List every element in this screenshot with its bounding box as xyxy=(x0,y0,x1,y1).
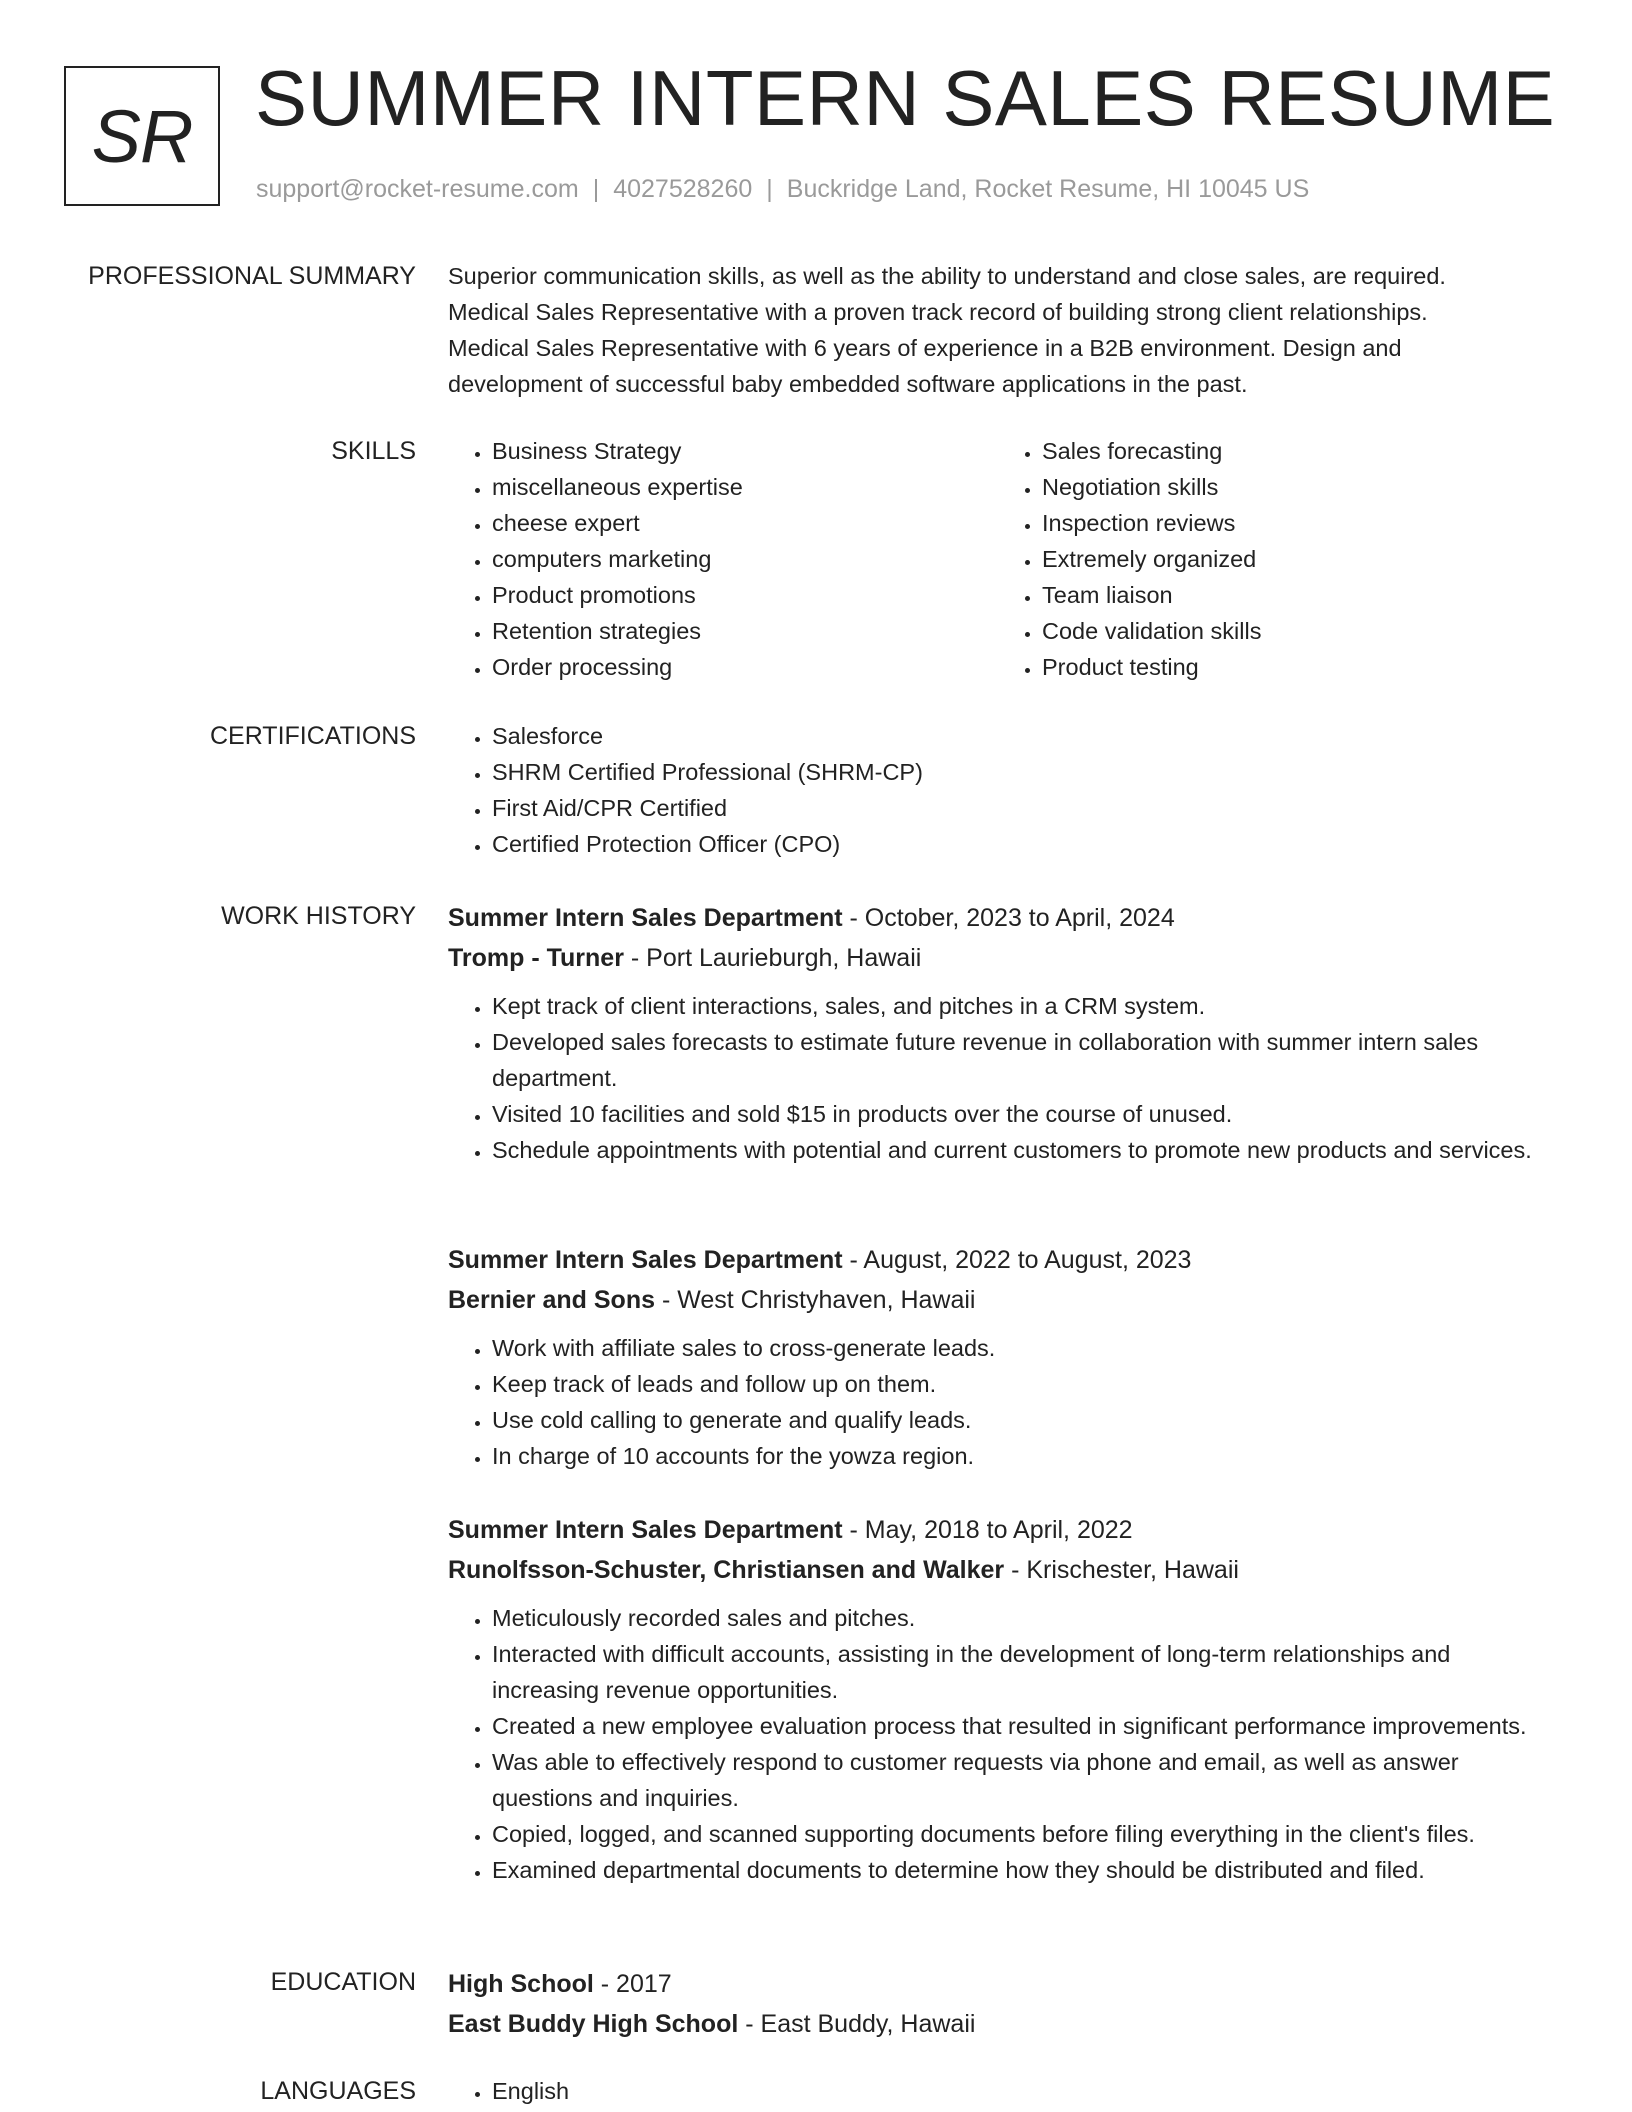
skill-item: • Negotiation skills xyxy=(1042,469,1548,505)
job-company-line xyxy=(448,1280,1548,1320)
monogram-logo: SR xyxy=(64,66,220,206)
skill-item: • Business Strategy xyxy=(492,433,998,469)
job-bullet: • Work with affiliate sales to cross-generate leads. xyxy=(492,1330,1548,1366)
job-dates: - October, 2023 to April, 2024 xyxy=(849,904,1175,932)
skill-item: • Code validation skills xyxy=(1042,613,1548,649)
job-company-line xyxy=(448,1550,1548,1590)
certifications-body xyxy=(448,718,1548,862)
job-location: - Port Laurieburgh, Hawaii xyxy=(630,944,922,972)
education-degree: High School xyxy=(448,1970,594,1998)
language-item: • English xyxy=(492,2073,1548,2109)
contact-address: Buckridge Land, Rocket Resume, HI 10045 US xyxy=(786,175,1310,203)
skills-list-right xyxy=(998,433,1548,685)
education-year: - 2017 xyxy=(600,1970,672,1998)
job-role-line xyxy=(448,1240,1548,1280)
job-role: Summer Intern Sales Department xyxy=(448,904,843,932)
certification-item: • Salesforce xyxy=(492,718,1548,754)
resume-title: SUMMER INTERN SALES RESUME xyxy=(255,54,1556,142)
job-bullet: • Examined departmental documents to determine how they should be distributed and filed. xyxy=(492,1852,1548,1888)
skill-item: • Sales forecasting xyxy=(1042,433,1548,469)
job-bullet: • Created a new employee evaluation process that resulted in significant performance improvements. xyxy=(492,1708,1548,1744)
skill-item: • Team liaison xyxy=(1042,577,1548,613)
summary-text xyxy=(448,258,1548,402)
job-role-line xyxy=(448,898,1548,938)
certifications-heading: CERTIFICATIONS xyxy=(209,722,416,750)
summary-line: Medical Sales Representative with a proven track record of building strong client relationships. xyxy=(448,299,1428,325)
skills-grid xyxy=(448,433,1548,685)
certifications-list xyxy=(448,718,1548,862)
job-bullets xyxy=(448,988,1548,1168)
contact-separator: | xyxy=(592,175,600,203)
work-history-heading: WORK HISTORY xyxy=(221,902,416,930)
job-bullet: • Interacted with difficult accounts, assisting in the development of long-term relationships and increasing revenue opportunities. xyxy=(492,1636,1548,1708)
skill-item: • Product promotions xyxy=(492,577,998,613)
job-role: Summer Intern Sales Department xyxy=(448,1246,843,1274)
job-bullet: • Schedule appointments with potential and current customers to promote new products and services. xyxy=(492,1132,1548,1168)
job-bullet: • Was able to effectively respond to customer requests via phone and email, as well as answer questions and inquiries. xyxy=(492,1744,1548,1816)
job-bullet: • Use cold calling to generate and qualify leads. xyxy=(492,1402,1548,1438)
job-entry xyxy=(448,898,1548,1168)
job-bullets xyxy=(448,1600,1548,1888)
education-location: - East Buddy, Hawaii xyxy=(745,2010,976,2038)
contact-line xyxy=(256,175,1309,204)
job-bullet: • Developed sales forecasts to estimate future revenue in collaboration with summer intern sales department. xyxy=(492,1024,1548,1096)
job-location: - Krischester, Hawaii xyxy=(1011,1556,1239,1584)
certification-item: • Certified Protection Officer (CPO) xyxy=(492,826,1548,862)
job-dates: - August, 2022 to August, 2023 xyxy=(849,1246,1192,1274)
skills-list-left xyxy=(448,433,998,685)
skill-item: • miscellaneous expertise xyxy=(492,469,998,505)
job-bullet: • Visited 10 facilities and sold $15 in products over the course of unused. xyxy=(492,1096,1548,1132)
education-school: East Buddy High School xyxy=(448,2010,739,2038)
skill-item: • Extremely organized xyxy=(1042,541,1548,577)
contact-separator: | xyxy=(766,175,773,203)
job-company: Bernier and Sons xyxy=(448,1286,655,1314)
education-school-line xyxy=(448,2004,1548,2044)
skill-item: • Retention strategies xyxy=(492,613,998,649)
languages-heading: LANGUAGES xyxy=(260,2077,416,2105)
skills-heading: SKILLS xyxy=(331,437,416,465)
job-role-line xyxy=(448,1510,1548,1550)
work-history-body xyxy=(448,898,1548,1883)
certification-item: • First Aid/CPR Certified xyxy=(492,790,1548,826)
contact-email[interactable]: support@rocket-resume.com xyxy=(256,175,579,203)
languages-body xyxy=(448,2073,1548,2109)
summary-line: Medical Sales Representative with 6 years of experience in a B2B environment. Design and xyxy=(448,335,1402,361)
job-location: - West Christyhaven, Hawaii xyxy=(661,1286,976,1314)
education-heading: EDUCATION xyxy=(270,1968,416,1996)
job-bullet: • Meticulously recorded sales and pitches. xyxy=(492,1600,1548,1636)
job-bullet: • In charge of 10 accounts for the yowza region. xyxy=(492,1438,1548,1474)
job-role: Summer Intern Sales Department xyxy=(448,1516,843,1544)
summary-line: Superior communication skills, as well as the ability to understand and close sales, are required. xyxy=(448,263,1446,289)
education-degree-line xyxy=(448,1964,1548,2004)
job-company: Runolfsson-Schuster, Christiansen and Walker xyxy=(448,1556,1005,1584)
job-company-line xyxy=(448,938,1548,978)
job-company: Tromp - Turner xyxy=(448,944,624,972)
skill-item: • Product testing xyxy=(1042,649,1548,685)
languages-list xyxy=(448,2073,1548,2109)
job-bullet: • Keep track of leads and follow up on them. xyxy=(492,1366,1548,1402)
skill-item: • Order processing xyxy=(492,649,998,685)
skill-item: • computers marketing xyxy=(492,541,998,577)
job-bullet: • Copied, logged, and scanned supporting documents before filing everything in the client's files. xyxy=(492,1816,1548,1852)
skill-item: • Inspection reviews xyxy=(1042,505,1548,541)
certification-item: • SHRM Certified Professional (SHRM-CP) xyxy=(492,754,1548,790)
summary-heading: PROFESSIONAL SUMMARY xyxy=(88,262,416,290)
job-entry xyxy=(448,1510,1548,1888)
job-bullet: • Kept track of client interactions, sales, and pitches in a CRM system. xyxy=(492,988,1548,1024)
summary-line: development of successful baby embedded software applications in the past. xyxy=(448,371,1248,397)
skill-item: • cheese expert xyxy=(492,505,998,541)
job-entry xyxy=(448,1240,1548,1474)
contact-phone[interactable]: 4027528260 xyxy=(613,175,753,203)
job-bullets xyxy=(448,1330,1548,1474)
job-dates: - May, 2018 to April, 2022 xyxy=(849,1516,1133,1544)
education-body xyxy=(448,1964,1548,2044)
